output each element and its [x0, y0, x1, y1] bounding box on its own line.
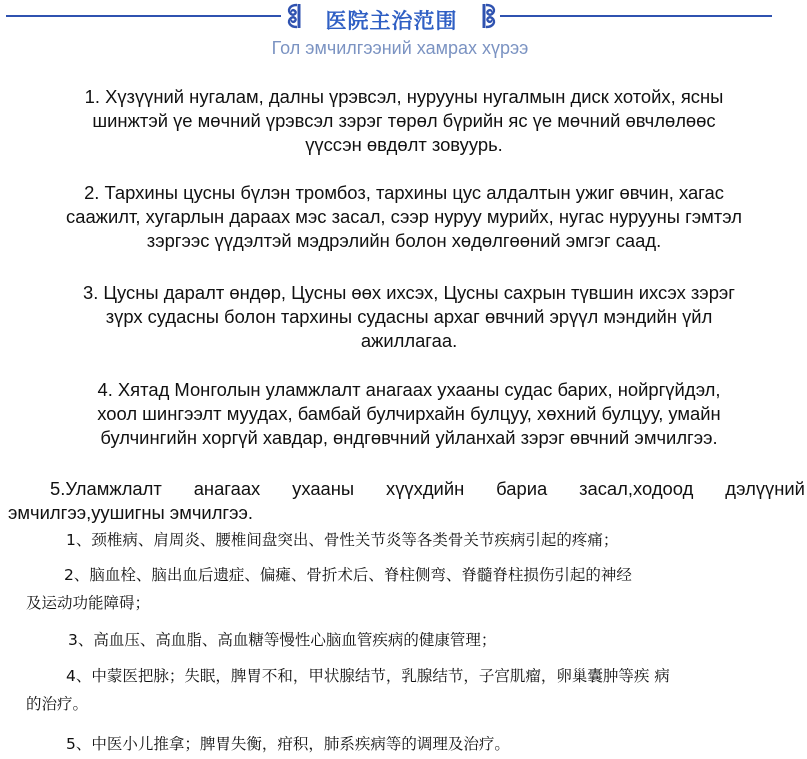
mongolian-item-4: [14, 378, 804, 450]
mongolian-line: 1. Хүзүүний нугалам, далны үрэвсэл, нурууны нугалмын диск хотойх, ясны: [84, 86, 724, 107]
mongolian-line: зүрх судасны болон тархины судасны архаг өвчний эрүүл мэндийн үйл: [105, 306, 713, 327]
scroll-ornament-icon: [480, 2, 500, 30]
scroll-ornament-icon: [283, 2, 303, 30]
chinese-item-3: [68, 626, 496, 654]
mongolian-line: 3. Цусны даралт өндөр, Цусны өөх ихсэх, Цусны сахрын түвшин ихсэх зэрэг: [82, 282, 736, 303]
mongolian-item-5: [8, 477, 805, 525]
mongolian-line: ажиллагаа.: [360, 330, 458, 351]
chinese-item-1: [66, 526, 618, 554]
chinese-line: 1、颈椎病、肩周炎、腰椎间盘突出、骨性关节炎等各类骨关节疾病引起的疼痛；: [66, 531, 619, 549]
chinese-line: 的治疗。: [26, 695, 89, 713]
word: засал,ходоод: [579, 478, 694, 499]
mongolian-item-2: [8, 181, 800, 253]
mongolian-item-5-line-2: эмчилгээ,уушигны эмчилгээ.: [8, 502, 254, 523]
word: хүүхдийн: [386, 478, 465, 499]
chinese-item-5: [66, 730, 510, 758]
word: дэлүүний: [725, 478, 805, 499]
chinese-item-2: [26, 561, 632, 617]
mongolian-line: саажилт, хугарлын дараах мэс засал, сээр нуруу мурийх, нугас нурууны гэмтэл: [66, 206, 742, 227]
chinese-line: 3、高血压、高血脂、高血糖等慢性心脑血管疾病的健康管理；: [68, 631, 497, 649]
mongolian-line: үүссэн өвдөлт зовуурь.: [305, 134, 503, 155]
mongolian-line: шинжтэй үе мөчний үрэвсэл зэрэг төрөл бүрийн яс үе мөчний өвчлөлөөс: [92, 110, 716, 131]
mongolian-item-5-line-1: [50, 477, 805, 501]
page-subtitle: Гол эмчилгээний хамрах хүрээ: [271, 38, 529, 58]
chinese-line: 2、脑血栓、脑出血后遗症、偏瘫、骨折术后、脊柱侧弯、脊髓脊柱损伤引起的神经: [64, 566, 632, 584]
mongolian-line: 2. Тархины цусны бүлэн тромбоз, тархины цус алдалтын ужиг өвчин, хагас: [84, 182, 724, 203]
chinese-line: 5、中医小儿推拿；脾胃失衡，疳积，肺系疾病等的调理及治疗。: [66, 735, 510, 753]
chinese-line: 4、中蒙医把脉；失眠，脾胃不和，甲状腺结节，乳腺结节，子宫肌瘤，卵巢囊肿等疾 病: [66, 667, 670, 685]
mongolian-item-3: [14, 281, 804, 353]
page-header: [0, 0, 807, 64]
word: анагаах: [193, 478, 261, 499]
header-rule-left: [6, 15, 281, 17]
word: 5.Уламжлалт: [50, 478, 162, 499]
mongolian-line: 4. Хятад Монголын уламжлалт анагаах ухааны судас барих, нойргүйдэл,: [97, 379, 721, 400]
mongolian-line: зэргээс үүдэлтэй мэдрэлийн болон хөдөлгөөний эмгэг саад.: [146, 230, 662, 251]
mongolian-line: хоол шингээлт муудах, бамбай булчирхайн булцуу, хөхний булцуу, умайн: [97, 403, 721, 424]
word: ухааны: [292, 478, 355, 499]
chinese-item-4: [26, 662, 670, 718]
word: бариа: [496, 478, 548, 499]
chinese-line: 及运动功能障碍；: [26, 594, 151, 612]
page-title: 医院主治范围: [325, 10, 458, 33]
mongolian-item-1: [14, 85, 794, 157]
header-rule-right: [500, 15, 772, 17]
mongolian-line: булчингийн хоргүй хавдар, өндгөвчний уйланхай зэрэг өвчний эмчилгээ.: [100, 427, 718, 448]
